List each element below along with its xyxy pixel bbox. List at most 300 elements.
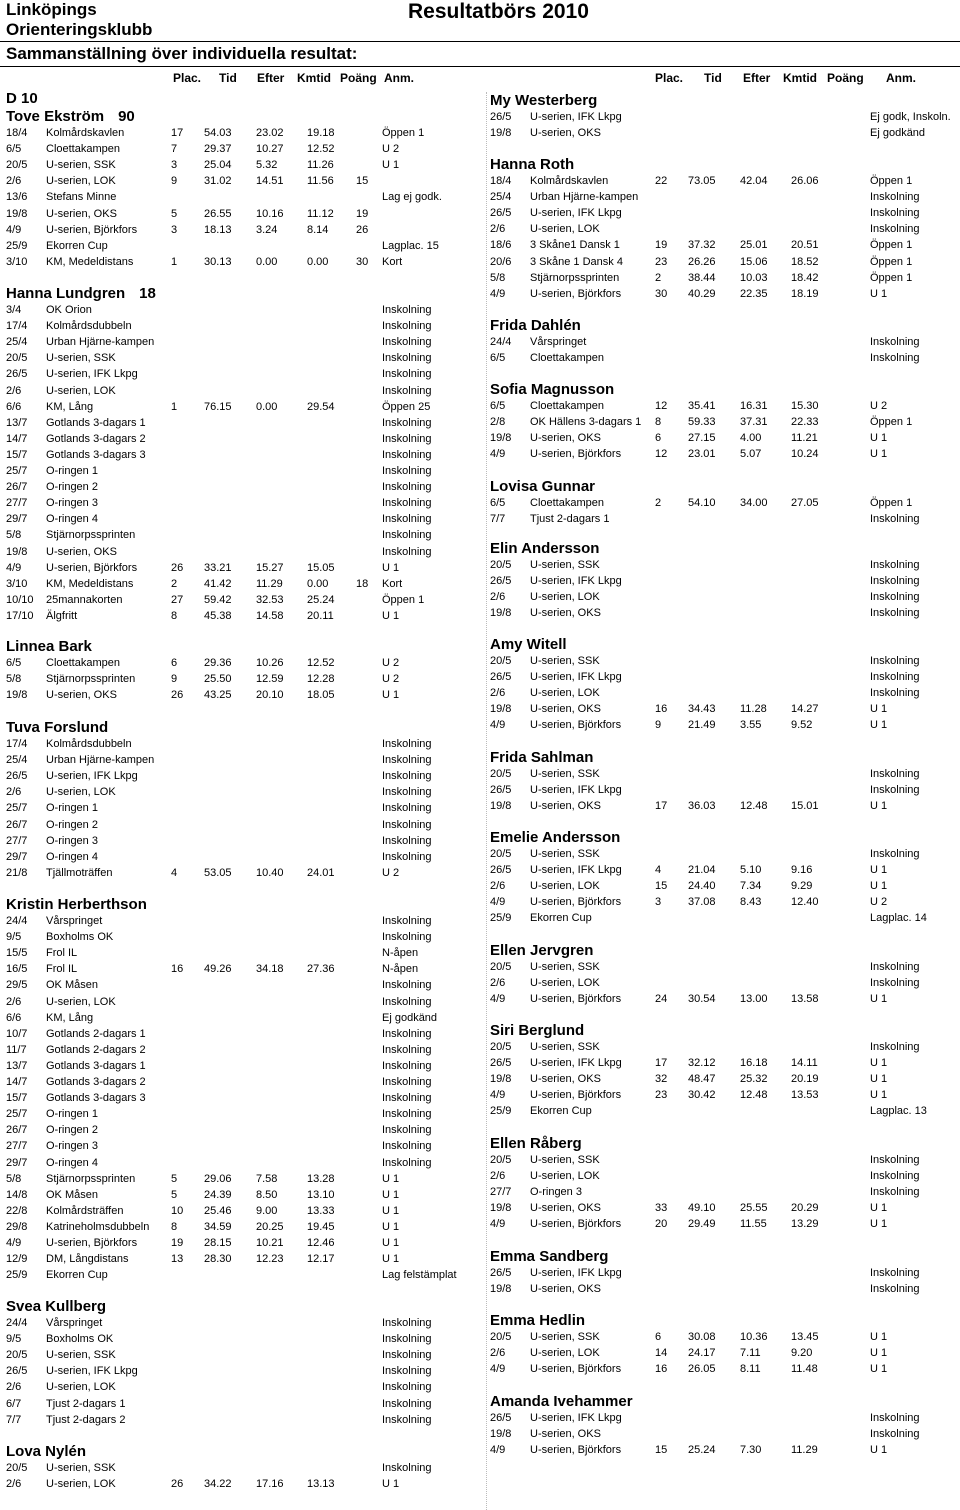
result-time: 25.24 <box>688 1444 716 1457</box>
result-km-time: 22.33 <box>791 416 819 429</box>
result-date: 6/5 <box>6 143 22 156</box>
result-placement: 15 <box>655 880 668 893</box>
result-event: U-serien, Björkfors <box>530 1444 622 1457</box>
result-date: 19/8 <box>6 545 28 558</box>
result-date: 19/8 <box>490 800 512 813</box>
result-date: 19/8 <box>490 127 512 140</box>
runner-name <box>490 1248 608 1265</box>
result-remark: Inskolning <box>870 607 920 620</box>
result-placement: 7 <box>171 143 178 156</box>
result-event: U-serien, SSK <box>46 159 116 172</box>
result-date: 20/5 <box>490 559 512 571</box>
result-behind: 10.26 <box>256 657 284 669</box>
result-date: 25/7 <box>6 802 28 815</box>
result-event: O-ringen 3 <box>46 1140 98 1153</box>
result-placement: 17 <box>171 127 184 139</box>
result-row <box>6 463 484 479</box>
result-remark: Öppen 1 <box>870 497 913 509</box>
result-km-time: 11.21 <box>791 432 818 445</box>
result-row <box>6 994 484 1010</box>
runner-name-text: Elin Andersson <box>490 540 600 557</box>
result-remark: U 1 <box>382 1204 400 1217</box>
result-behind: 12.48 <box>740 1089 768 1102</box>
result-behind: 5.32 <box>256 159 278 172</box>
result-row <box>6 350 484 366</box>
result-event: DM, Långdistans <box>46 1253 129 1266</box>
result-placement: 32 <box>655 1073 668 1086</box>
result-row <box>6 576 484 592</box>
result-remark: Inskolning <box>382 754 432 767</box>
result-time: 25.04 <box>204 159 232 172</box>
result-row <box>490 669 952 685</box>
result-row <box>490 1055 952 1071</box>
result-row <box>6 833 484 849</box>
result-remark: Inskolning <box>382 995 432 1008</box>
result-date: 14/7 <box>6 432 28 445</box>
result-date: 14/7 <box>6 1076 28 1088</box>
result-date: 2/6 <box>490 977 506 990</box>
result-event: Stjärnorpssprinten <box>46 529 136 542</box>
result-behind: 11.28 <box>740 703 767 716</box>
result-event: 3 Skåne 1 Dansk 4 <box>530 255 623 268</box>
result-date: 29/5 <box>6 979 28 992</box>
result-row <box>490 1200 952 1216</box>
runner-name <box>490 749 593 766</box>
result-remark: Ej godk, Inskoln. <box>870 111 951 123</box>
result-placement: 1 <box>171 400 178 413</box>
result-event: U-serien, LOK <box>530 1347 600 1360</box>
result-row <box>6 961 484 977</box>
result-km-time: 26.06 <box>791 175 819 187</box>
result-event: U-serien, SSK <box>46 1349 116 1362</box>
result-km-time: 24.01 <box>307 866 335 879</box>
result-remark: Inskolning <box>870 1154 920 1166</box>
result-km-time: 12.28 <box>307 673 335 686</box>
result-remark: Inskolning <box>382 1156 432 1169</box>
runner-name-text: Emelie Andersson <box>490 829 621 846</box>
result-row <box>6 1187 484 1203</box>
result-remark: Öppen 1 <box>870 239 913 252</box>
result-date: 20/5 <box>6 1349 28 1362</box>
result-event: Gotlands 3-dagars 3 <box>46 448 146 461</box>
result-date: 27/7 <box>6 497 28 510</box>
result-date: 2/6 <box>490 1347 506 1360</box>
result-date: 26/5 <box>6 1365 28 1378</box>
result-behind: 22.35 <box>740 287 768 300</box>
result-event: Gotlands 3-dagars 1 <box>46 416 146 429</box>
result-time: 32.12 <box>688 1057 716 1070</box>
result-row <box>490 1216 952 1232</box>
result-time: 40.29 <box>688 287 716 300</box>
result-behind: 23.02 <box>256 127 284 139</box>
result-remark: Lag ej godk. <box>382 191 442 204</box>
result-placement: 19 <box>655 239 668 252</box>
result-placement: 26 <box>171 689 184 702</box>
result-row <box>6 206 484 222</box>
result-event: Cloettakampen <box>530 400 604 412</box>
result-date: 24/4 <box>6 915 28 927</box>
result-row <box>6 1267 484 1283</box>
result-date: 15/7 <box>6 1092 28 1105</box>
result-placement: 10 <box>171 1204 184 1217</box>
result-behind: 8.43 <box>740 896 762 909</box>
result-time: 28.15 <box>204 1237 232 1249</box>
result-date: 2/6 <box>490 687 506 700</box>
result-row <box>490 430 952 446</box>
result-event: Ekorren Cup <box>46 239 108 252</box>
result-behind: 0.00 <box>256 255 278 268</box>
result-remark: Inskolning <box>870 784 920 797</box>
result-placement: 13 <box>171 1253 184 1266</box>
result-date: 6/5 <box>6 657 22 669</box>
result-placement: 5 <box>171 1172 178 1185</box>
result-remark: Inskolning <box>382 818 432 831</box>
result-date: 26/5 <box>6 368 28 381</box>
result-behind: 10.40 <box>256 866 284 879</box>
result-remark: Ej godkänd <box>870 127 926 140</box>
result-date: 25/4 <box>490 191 512 204</box>
result-date: 9/5 <box>6 931 22 944</box>
result-remark: Inskolning <box>382 1413 432 1426</box>
result-row <box>6 189 484 205</box>
result-placement: 6 <box>655 432 662 445</box>
result-remark: Öppen 1 <box>870 175 913 187</box>
result-km-time: 9.52 <box>791 719 813 732</box>
result-remark: Inskolning <box>870 977 920 990</box>
result-time: 53.05 <box>204 866 232 879</box>
result-date: 27/7 <box>6 834 28 847</box>
result-km-time: 13.29 <box>791 1218 819 1231</box>
result-time: 41.42 <box>204 577 232 590</box>
result-time: 25.50 <box>204 673 232 686</box>
result-behind: 25.32 <box>740 1073 768 1086</box>
runner-name <box>6 108 135 125</box>
result-row <box>6 1026 484 1042</box>
result-remark: U 1 <box>382 609 400 622</box>
result-remark: Inskolning <box>382 1397 432 1410</box>
result-date: 19/8 <box>490 703 512 716</box>
runner-name-text: Hanna Roth <box>490 156 575 173</box>
result-km-time: 12.40 <box>791 896 819 909</box>
result-km-time: 18.42 <box>791 271 819 284</box>
result-behind: 11.55 <box>740 1218 767 1231</box>
result-remark: Inskolning <box>870 1428 920 1441</box>
result-date: 26/5 <box>490 671 512 684</box>
page-subtitle: Sammanställning över individuella resultat: <box>6 44 358 63</box>
result-time: 26.55 <box>204 207 232 220</box>
result-time: 35.41 <box>688 400 716 412</box>
result-row <box>490 495 952 511</box>
result-behind: 3.24 <box>256 223 278 236</box>
result-date: 19/8 <box>490 1283 512 1296</box>
result-points: 26 <box>356 223 369 236</box>
runner-name-text: Amanda Ivehammer <box>490 1393 633 1410</box>
result-row <box>6 1090 484 1106</box>
result-placement: 24 <box>655 993 668 1006</box>
result-date: 25/9 <box>490 1105 512 1118</box>
result-date: 29/7 <box>6 850 28 863</box>
result-row <box>6 817 484 833</box>
result-date: 20/5 <box>490 1154 512 1166</box>
result-km-time: 11.12 <box>307 207 334 220</box>
result-behind: 13.00 <box>740 993 768 1006</box>
result-row <box>6 865 484 881</box>
result-event: O-ringen 3 <box>530 1186 582 1199</box>
result-date: 7/7 <box>6 1413 22 1426</box>
result-remark: Inskolning <box>382 497 432 510</box>
runner-name <box>490 1312 585 1329</box>
result-behind: 4.00 <box>740 432 762 445</box>
result-time: 29.37 <box>204 143 232 156</box>
result-remark: Lagplac. 14 <box>870 912 927 925</box>
result-date: 18/4 <box>490 175 512 187</box>
result-remark: Inskolning <box>382 545 432 558</box>
result-event: U-serien, LOK <box>530 1170 600 1183</box>
runner-year: 90 <box>118 108 135 125</box>
result-placement: 23 <box>655 255 668 268</box>
result-date: 10/10 <box>6 593 34 606</box>
result-time: 26.26 <box>688 255 716 268</box>
result-time: 18.13 <box>204 223 232 236</box>
result-date: 19/8 <box>490 1073 512 1086</box>
result-row <box>6 1171 484 1187</box>
result-km-time: 19.45 <box>307 1220 335 1233</box>
result-remark: U 1 <box>870 864 888 877</box>
subtitle-divider <box>0 66 960 67</box>
col-anm: Anm. <box>384 71 414 85</box>
result-date: 4/9 <box>490 287 506 300</box>
result-date: 4/9 <box>6 561 22 574</box>
result-date: 10/7 <box>6 1027 28 1040</box>
result-event: U-serien, SSK <box>530 961 600 973</box>
result-row <box>490 717 952 733</box>
result-date: 13/7 <box>6 1059 28 1072</box>
col-tid: Tid <box>704 71 722 85</box>
result-row <box>6 495 484 511</box>
result-row <box>6 222 484 238</box>
result-placement: 5 <box>171 207 178 220</box>
result-event: OK Måsen <box>46 979 98 992</box>
result-behind: 32.53 <box>256 593 284 606</box>
runner-name-text: Emma Sandberg <box>490 1248 609 1265</box>
result-event: Boxholms OK <box>46 1333 114 1346</box>
result-event: Frol IL <box>46 963 78 976</box>
runner-name <box>6 1443 86 1460</box>
result-event: U-serien, IFK Lkpg <box>530 575 622 588</box>
result-remark: U 2 <box>382 143 400 156</box>
result-date: 27/7 <box>6 1140 28 1153</box>
result-time: 34.43 <box>688 703 716 716</box>
result-row <box>490 959 952 975</box>
result-remark: Inskolning <box>870 1186 920 1199</box>
result-remark: Inskolning <box>382 448 432 461</box>
result-behind: 15.27 <box>256 561 284 574</box>
result-remark: U 2 <box>870 896 888 909</box>
result-time: 23.01 <box>688 448 716 461</box>
result-event: Ekorren Cup <box>530 912 592 925</box>
result-time: 59.33 <box>688 416 716 429</box>
result-event: Tjust 2-dagars 2 <box>46 1413 126 1426</box>
result-event: U-serien, Björkfors <box>530 896 622 909</box>
result-row <box>6 447 484 463</box>
result-date: 25/7 <box>6 465 28 477</box>
result-km-time: 27.05 <box>791 497 819 509</box>
result-row <box>490 798 952 814</box>
result-remark: Inskolning <box>870 207 920 220</box>
result-placement: 9 <box>655 719 662 732</box>
result-time: 30.42 <box>688 1089 716 1102</box>
runner-name-text: Kristin Herberthson <box>6 896 147 913</box>
result-event: O-ringen 1 <box>46 465 98 477</box>
result-time: 21.49 <box>688 719 716 732</box>
result-remark: Inskolning <box>382 738 432 750</box>
result-event: Tjällmoträffen <box>46 866 113 879</box>
result-time: 31.02 <box>204 175 232 188</box>
runner-name <box>490 1393 633 1410</box>
runner-name <box>490 636 567 653</box>
result-behind: 7.58 <box>256 1172 278 1185</box>
result-date: 2/6 <box>490 880 506 893</box>
result-event: U-serien, LOK <box>530 223 600 236</box>
result-date: 3/10 <box>6 577 28 590</box>
result-placement: 9 <box>171 175 178 188</box>
result-date: 4/9 <box>490 1363 506 1376</box>
runner-year: 18 <box>139 285 156 302</box>
result-placement: 30 <box>655 287 668 300</box>
result-date: 2/6 <box>490 1170 506 1183</box>
result-row <box>6 671 484 687</box>
result-row <box>490 605 952 621</box>
result-remark: U 1 <box>382 689 400 702</box>
result-event: U-serien, OKS <box>46 689 117 702</box>
result-placement: 20 <box>655 1218 668 1231</box>
result-km-time: 12.52 <box>307 143 335 156</box>
result-km-time: 11.48 <box>791 1363 818 1376</box>
result-row <box>490 1442 952 1458</box>
runner-name <box>490 92 597 109</box>
result-event: U-serien, Björkfors <box>530 448 622 461</box>
result-remark: Inskolning <box>870 1170 920 1183</box>
runner-name <box>490 829 620 846</box>
result-remark: U 1 <box>870 1218 888 1231</box>
result-placement: 5 <box>171 1188 178 1201</box>
result-time: 25.46 <box>204 1204 232 1217</box>
result-event: Gotlands 2-dagars 1 <box>46 1027 146 1040</box>
result-event: Vårspringet <box>530 336 587 348</box>
result-placement: 8 <box>171 609 178 622</box>
result-date: 15/7 <box>6 448 28 461</box>
result-event: Tjust 2-dagars 1 <box>530 513 610 526</box>
result-points: 15 <box>356 175 369 188</box>
result-remark: Inskolning <box>382 1108 432 1121</box>
result-remark: Inskolning <box>382 1381 432 1394</box>
col-plac: Plac. <box>655 71 684 85</box>
result-placement: 12 <box>655 400 668 412</box>
result-behind: 14.58 <box>256 609 284 622</box>
result-row <box>490 782 952 798</box>
result-event: O-ringen 1 <box>46 1108 98 1121</box>
result-date: 20/6 <box>490 255 512 268</box>
result-remark: U 1 <box>382 1478 400 1491</box>
result-row <box>6 1058 484 1074</box>
result-row <box>490 653 952 669</box>
result-date: 6/5 <box>490 497 506 509</box>
result-date: 24/4 <box>490 336 512 348</box>
result-row <box>6 1476 484 1492</box>
result-event: U-serien, Björkfors <box>530 1089 622 1102</box>
result-date: 6/7 <box>6 1397 22 1410</box>
result-behind: 10.36 <box>740 1331 768 1343</box>
result-time: 45.38 <box>204 609 232 622</box>
result-remark: Inskolning <box>382 915 432 927</box>
result-event: Cloettakampen <box>530 352 604 365</box>
result-event: U-serien, SSK <box>46 1462 116 1474</box>
result-event: U-serien, Björkfors <box>530 1218 622 1231</box>
result-event: U-serien, Björkfors <box>530 993 622 1006</box>
result-km-time: 12.17 <box>307 1253 335 1266</box>
result-remark: Inskolning <box>382 513 432 526</box>
result-event: U-serien, IFK Lkpg <box>530 671 622 684</box>
result-row <box>6 527 484 543</box>
result-remark: Öppen 1 <box>870 255 913 268</box>
result-event: O-ringen 4 <box>46 850 98 863</box>
result-event: U-serien, IFK Lkpg <box>46 1365 138 1378</box>
result-placement: 17 <box>655 800 668 813</box>
result-event: KM, Medeldistans <box>46 577 134 590</box>
result-behind: 16.18 <box>740 1057 768 1070</box>
result-event: 3 Skåne1 Dansk 1 <box>530 239 620 252</box>
result-event: Kolmårdsdubbeln <box>46 738 132 750</box>
result-date: 4/9 <box>490 993 506 1006</box>
result-remark: Inskolning <box>382 1124 432 1137</box>
result-behind: 25.55 <box>740 1202 768 1215</box>
result-remark: U 2 <box>870 400 888 412</box>
result-date: 17/4 <box>6 738 28 750</box>
result-event: O-ringen 4 <box>46 513 98 526</box>
result-km-time: 27.36 <box>307 963 335 976</box>
result-time: 24.39 <box>204 1188 232 1201</box>
result-event: U-serien, IFK Lkpg <box>530 1412 622 1424</box>
result-date: 4/9 <box>490 1444 506 1457</box>
result-date: 2/6 <box>6 175 22 188</box>
result-km-time: 18.05 <box>307 689 335 702</box>
result-row <box>490 189 952 205</box>
result-row <box>490 1345 952 1361</box>
result-event: OK Hällens 3-dagars 1 <box>530 416 642 429</box>
result-date: 11/7 <box>6 1043 27 1056</box>
runner-name-text: Ellen Jervgren <box>490 942 594 959</box>
result-row <box>6 1106 484 1122</box>
result-event: KM, Lång <box>46 400 94 413</box>
result-placement: 14 <box>655 1347 668 1360</box>
result-remark: Inskolning <box>382 802 432 815</box>
result-date: 20/5 <box>490 768 512 780</box>
result-date: 26/5 <box>490 1412 512 1424</box>
result-event: OK Måsen <box>46 1188 98 1201</box>
result-event: U-serien, LOK <box>530 687 600 700</box>
col-poang: Poäng <box>340 71 377 85</box>
result-behind: 25.01 <box>740 239 768 252</box>
result-event: U-serien, SSK <box>530 559 600 571</box>
result-date: 2/6 <box>6 1381 22 1394</box>
result-event: OK Orion <box>46 304 92 316</box>
result-date: 20/5 <box>490 655 512 667</box>
result-time: 30.08 <box>688 1331 716 1343</box>
runner-name <box>490 381 614 398</box>
result-date: 27/7 <box>490 1186 512 1199</box>
result-km-time: 29.54 <box>307 400 335 413</box>
result-remark: Inskolning <box>382 1140 432 1153</box>
